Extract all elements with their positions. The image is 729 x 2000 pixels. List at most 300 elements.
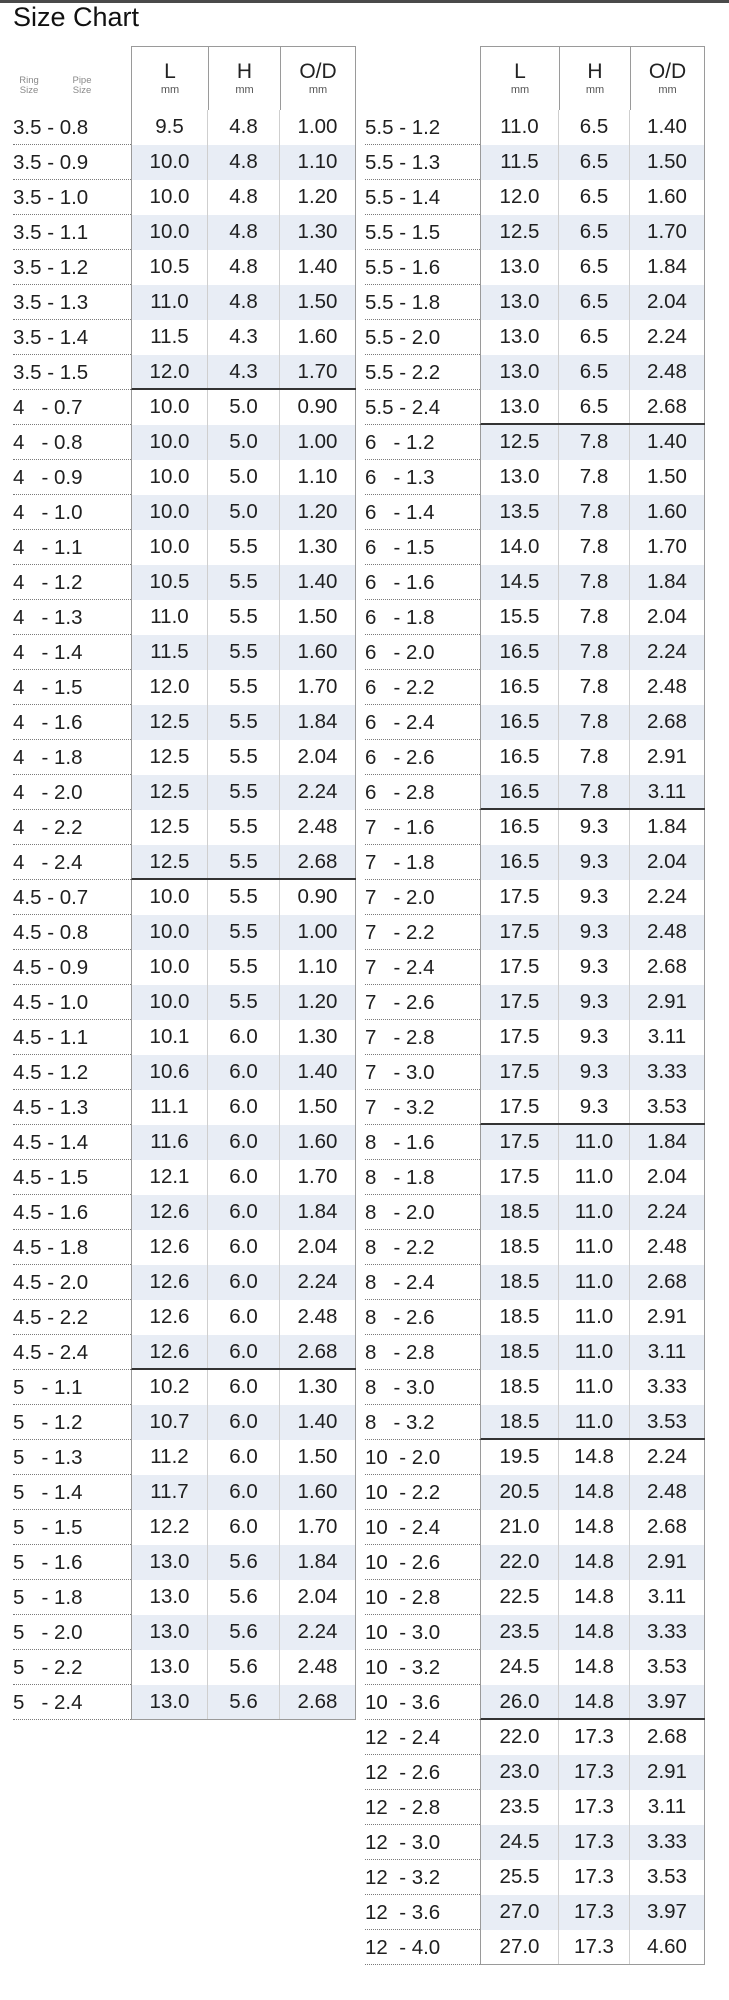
value-cells — [131, 740, 356, 775]
size-label: 5.5 - 1.6 — [365, 250, 480, 285]
header-od-label: O/D — [299, 60, 337, 83]
od-value: 2.48 — [280, 1650, 356, 1685]
od-value: 1.10 — [280, 950, 356, 985]
value-cells — [480, 1790, 705, 1825]
l-value: 12.6 — [132, 1265, 208, 1300]
h-value: 5.5 — [208, 740, 280, 775]
size-label: 5 - 2.2 — [13, 1650, 131, 1685]
value-cells — [480, 880, 705, 915]
h-value: 11.0 — [559, 1335, 630, 1370]
h-value: 4.3 — [208, 355, 280, 388]
value-cells — [131, 565, 356, 600]
table-row — [365, 495, 705, 530]
size-label: 4.5 - 0.9 — [13, 950, 131, 985]
table-body — [365, 110, 705, 1965]
table-row — [13, 775, 356, 810]
od-value: 3.11 — [630, 1020, 705, 1055]
size-label: 3.5 - 1.5 — [13, 355, 131, 390]
size-label: 5 - 1.8 — [13, 1580, 131, 1615]
size-label: 4 - 1.0 — [13, 495, 131, 530]
l-value: 17.5 — [481, 950, 559, 985]
od-value: 1.84 — [280, 1195, 356, 1230]
table-row — [365, 110, 705, 145]
value-cells — [131, 670, 356, 705]
value-cells — [480, 1335, 705, 1370]
l-value: 17.5 — [481, 1020, 559, 1055]
value-cells — [480, 1580, 705, 1615]
header-l-label: L — [164, 60, 176, 83]
table-row — [13, 1300, 356, 1335]
od-value: 2.91 — [630, 1300, 705, 1335]
value-cells — [480, 1090, 705, 1125]
size-label: 12 - 4.0 — [365, 1930, 480, 1965]
od-value: 1.60 — [280, 1125, 356, 1160]
table-row — [13, 1545, 356, 1580]
size-label: 5 - 2.4 — [13, 1685, 131, 1720]
size-label: 12 - 3.6 — [365, 1895, 480, 1930]
table-row — [13, 1510, 356, 1545]
od-value: 3.53 — [630, 1090, 705, 1123]
value-cells — [131, 425, 356, 460]
size-label: 3.5 - 1.2 — [13, 250, 131, 285]
od-value: 2.48 — [630, 1475, 705, 1510]
od-value: 2.04 — [280, 1230, 356, 1265]
od-value: 1.40 — [280, 1405, 356, 1440]
header-od-label: O/D — [648, 60, 687, 83]
od-value: 2.04 — [630, 600, 705, 635]
size-label: 10 - 2.0 — [365, 1440, 480, 1475]
table-row — [365, 180, 705, 215]
size-table-right — [365, 46, 705, 1965]
size-label: 4 - 1.5 — [13, 670, 131, 705]
value-cells — [480, 1475, 705, 1510]
l-value: 13.0 — [132, 1615, 208, 1650]
l-value: 10.5 — [132, 250, 208, 285]
od-value: 2.24 — [280, 1615, 356, 1650]
size-label: 10 - 3.0 — [365, 1615, 480, 1650]
od-value: 1.20 — [280, 985, 356, 1020]
size-label: 4.5 - 2.2 — [13, 1300, 131, 1335]
l-value: 25.5 — [481, 1860, 559, 1895]
h-value: 7.8 — [559, 775, 630, 808]
value-cells — [480, 1860, 705, 1895]
od-value: 0.90 — [280, 390, 356, 425]
value-cells — [480, 950, 705, 985]
h-value: 9.3 — [559, 950, 630, 985]
value-cells — [131, 320, 356, 355]
h-value: 7.8 — [559, 565, 630, 600]
value-cells — [131, 775, 356, 810]
l-value: 17.5 — [481, 880, 559, 915]
value-cells — [131, 1055, 356, 1090]
h-value: 6.0 — [208, 1405, 280, 1440]
header-h-unit: mm — [235, 84, 254, 96]
l-value: 12.6 — [132, 1335, 208, 1368]
header-od — [630, 46, 705, 110]
value-cells — [131, 215, 356, 250]
od-value: 1.40 — [280, 250, 356, 285]
size-label: 5 - 1.6 — [13, 1545, 131, 1580]
value-cells — [480, 460, 705, 495]
table-row — [365, 1300, 705, 1335]
table-row — [365, 1440, 705, 1475]
size-label: 5 - 1.4 — [13, 1475, 131, 1510]
size-label: 5.5 - 2.2 — [365, 355, 480, 390]
od-value: 1.50 — [630, 145, 705, 180]
l-value: 12.5 — [132, 810, 208, 845]
value-cells — [131, 145, 356, 180]
value-cells — [131, 1440, 356, 1475]
header-h-unit: mm — [585, 84, 605, 96]
value-cells — [480, 740, 705, 775]
table-row — [13, 1685, 356, 1720]
h-value: 9.3 — [559, 1055, 630, 1090]
l-value: 10.0 — [132, 460, 208, 495]
l-value: 13.0 — [481, 285, 559, 320]
value-cells — [131, 1335, 356, 1370]
size-label: 8 - 3.0 — [365, 1370, 480, 1405]
size-label: 3.5 - 1.4 — [13, 320, 131, 355]
l-value: 18.5 — [481, 1405, 559, 1438]
od-value: 1.70 — [280, 355, 356, 388]
table-row — [13, 1125, 356, 1160]
table-row — [13, 1440, 356, 1475]
od-value: 2.68 — [630, 1720, 705, 1755]
l-value: 12.5 — [132, 740, 208, 775]
size-label: 5.5 - 2.0 — [365, 320, 480, 355]
size-label: 8 - 2.0 — [365, 1195, 480, 1230]
l-value: 11.0 — [132, 285, 208, 320]
h-value: 5.5 — [208, 705, 280, 740]
value-cells — [131, 810, 356, 845]
od-value: 2.48 — [630, 670, 705, 705]
od-value: 1.50 — [280, 600, 356, 635]
h-value: 9.3 — [559, 1090, 630, 1123]
value-cells — [480, 1300, 705, 1335]
table-row — [365, 740, 705, 775]
ring-size-label: Ring Size — [19, 75, 39, 96]
od-value: 0.90 — [280, 880, 356, 915]
l-value: 16.5 — [481, 775, 559, 808]
l-value: 10.0 — [132, 390, 208, 425]
od-value: 1.70 — [280, 670, 356, 705]
l-value: 12.1 — [132, 1160, 208, 1195]
table-row — [13, 1230, 356, 1265]
size-label: 4.5 - 0.7 — [13, 880, 131, 915]
l-value: 16.5 — [481, 845, 559, 880]
h-value: 5.0 — [208, 425, 280, 460]
od-value: 1.70 — [280, 1510, 356, 1545]
l-value: 13.0 — [481, 320, 559, 355]
h-value: 5.6 — [208, 1685, 280, 1719]
h-value: 11.0 — [559, 1265, 630, 1300]
h-value: 6.0 — [208, 1475, 280, 1510]
od-value: 2.68 — [280, 1685, 356, 1719]
l-value: 10.0 — [132, 180, 208, 215]
od-value: 1.84 — [630, 810, 705, 845]
value-cells — [480, 1685, 705, 1720]
l-value: 13.0 — [132, 1545, 208, 1580]
od-value: 1.10 — [280, 460, 356, 495]
table-row — [365, 705, 705, 740]
size-label: 5 - 2.0 — [13, 1615, 131, 1650]
table-row — [365, 950, 705, 985]
table-body — [13, 110, 356, 1720]
table-row — [365, 1510, 705, 1545]
h-value: 5.6 — [208, 1545, 280, 1580]
header-h-label: H — [236, 60, 253, 83]
h-value: 7.8 — [559, 705, 630, 740]
size-label: 3.5 - 0.8 — [13, 110, 131, 145]
l-value: 23.5 — [481, 1615, 559, 1650]
table-row — [365, 1895, 705, 1930]
table-row — [13, 425, 356, 460]
od-value: 1.84 — [630, 565, 705, 600]
l-value: 17.5 — [481, 1160, 559, 1195]
l-value: 13.0 — [132, 1580, 208, 1615]
h-value: 6.0 — [208, 1195, 280, 1230]
value-cells — [480, 1615, 705, 1650]
table-row — [13, 1055, 356, 1090]
h-value: 5.5 — [208, 530, 280, 565]
size-label: 6 - 1.8 — [365, 600, 480, 635]
od-value: 3.53 — [630, 1650, 705, 1685]
value-cells — [480, 355, 705, 390]
od-value: 2.48 — [630, 355, 705, 390]
od-value: 1.20 — [280, 180, 356, 215]
value-cells — [131, 1405, 356, 1440]
value-cells — [131, 1580, 356, 1615]
h-value: 4.8 — [208, 180, 280, 215]
value-cells — [131, 1370, 356, 1405]
l-value: 16.5 — [481, 670, 559, 705]
od-value: 2.04 — [280, 1580, 356, 1615]
table-row — [365, 600, 705, 635]
header-l-unit: mm — [160, 84, 180, 96]
l-value: 12.0 — [132, 355, 208, 388]
od-value: 2.91 — [630, 1755, 705, 1790]
value-cells — [480, 670, 705, 705]
size-label: 4 - 0.8 — [13, 425, 131, 460]
l-value: 18.5 — [481, 1370, 559, 1405]
size-label: 6 - 2.0 — [365, 635, 480, 670]
table-row — [13, 1615, 356, 1650]
size-label: 5.5 - 1.3 — [365, 145, 480, 180]
table-row — [13, 670, 356, 705]
od-value: 3.11 — [630, 1335, 705, 1370]
table-row — [13, 460, 356, 495]
l-value: 12.5 — [481, 215, 559, 250]
header-h — [208, 46, 280, 110]
l-value: 10.6 — [132, 1055, 208, 1090]
size-label: 6 - 1.3 — [365, 460, 480, 495]
h-value: 5.5 — [208, 635, 280, 670]
table-row — [13, 180, 356, 215]
h-value: 9.3 — [559, 880, 630, 915]
table-row — [13, 1405, 356, 1440]
size-table-left — [13, 46, 356, 1720]
l-value: 16.5 — [481, 635, 559, 670]
l-value: 12.5 — [132, 845, 208, 878]
table-row — [13, 320, 356, 355]
table-row — [365, 460, 705, 495]
l-value: 13.0 — [481, 355, 559, 390]
h-value: 5.5 — [208, 810, 280, 845]
size-label: 4 - 1.6 — [13, 705, 131, 740]
od-value: 1.70 — [630, 530, 705, 565]
h-value: 7.8 — [559, 635, 630, 670]
od-value: 1.60 — [280, 320, 356, 355]
od-value: 2.68 — [280, 1335, 356, 1368]
l-value: 10.0 — [132, 915, 208, 950]
value-cells — [131, 495, 356, 530]
h-value: 4.8 — [208, 250, 280, 285]
value-cells — [131, 950, 356, 985]
od-value: 2.24 — [630, 880, 705, 915]
h-value: 5.5 — [208, 915, 280, 950]
size-label: 8 - 2.4 — [365, 1265, 480, 1300]
size-label: 4 - 1.8 — [13, 740, 131, 775]
h-value: 14.8 — [559, 1650, 630, 1685]
l-value: 12.0 — [132, 670, 208, 705]
value-cells — [131, 705, 356, 740]
table-row — [13, 250, 356, 285]
table-row — [13, 1475, 356, 1510]
l-value: 23.0 — [481, 1755, 559, 1790]
size-label: 10 - 3.6 — [365, 1685, 480, 1720]
value-cells — [480, 1370, 705, 1405]
value-cells — [131, 1230, 356, 1265]
size-label: 4.5 - 1.3 — [13, 1090, 131, 1125]
od-value: 3.33 — [630, 1370, 705, 1405]
od-value: 2.91 — [630, 1545, 705, 1580]
h-value: 14.8 — [559, 1615, 630, 1650]
size-label: 5.5 - 1.5 — [365, 215, 480, 250]
od-value: 1.00 — [280, 915, 356, 950]
size-label: 4.5 - 1.5 — [13, 1160, 131, 1195]
od-value: 2.68 — [280, 845, 356, 878]
header-l-label: L — [514, 60, 526, 83]
size-label: 12 - 2.6 — [365, 1755, 480, 1790]
h-value: 17.3 — [559, 1790, 630, 1825]
size-label: 10 - 2.8 — [365, 1580, 480, 1615]
h-value: 14.8 — [559, 1475, 630, 1510]
size-label: 5.5 - 2.4 — [365, 390, 480, 425]
od-value: 1.70 — [630, 215, 705, 250]
table-row — [365, 145, 705, 180]
h-value: 11.0 — [559, 1125, 630, 1160]
table-row — [365, 670, 705, 705]
table-row — [13, 845, 356, 880]
value-cells — [480, 1160, 705, 1195]
od-value: 2.68 — [630, 1265, 705, 1300]
h-value: 4.8 — [208, 145, 280, 180]
od-value: 2.68 — [630, 705, 705, 740]
h-value: 6.0 — [208, 1510, 280, 1545]
l-value: 11.5 — [132, 635, 208, 670]
l-value: 19.5 — [481, 1440, 559, 1475]
value-cells — [480, 1755, 705, 1790]
table-row — [13, 810, 356, 845]
table-row — [13, 1090, 356, 1125]
value-cells — [131, 530, 356, 565]
l-value: 17.5 — [481, 985, 559, 1020]
h-value: 6.0 — [208, 1440, 280, 1475]
value-cells — [480, 530, 705, 565]
l-value: 11.2 — [132, 1440, 208, 1475]
l-value: 22.0 — [481, 1545, 559, 1580]
h-value: 5.5 — [208, 880, 280, 915]
size-label: 6 - 2.2 — [365, 670, 480, 705]
od-value: 3.53 — [630, 1860, 705, 1895]
table-row — [365, 1475, 705, 1510]
h-value: 9.3 — [559, 1020, 630, 1055]
value-cells — [131, 845, 356, 880]
h-value: 6.0 — [208, 1370, 280, 1405]
table-row — [365, 1755, 705, 1790]
value-cells — [480, 1545, 705, 1580]
value-cells — [480, 215, 705, 250]
h-value: 6.5 — [559, 250, 630, 285]
value-cells — [131, 880, 356, 915]
od-value: 3.97 — [630, 1685, 705, 1718]
value-cells — [480, 600, 705, 635]
size-label: 7 - 1.6 — [365, 810, 480, 845]
value-cells — [480, 635, 705, 670]
od-value: 2.24 — [280, 1265, 356, 1300]
h-value: 11.0 — [559, 1230, 630, 1265]
size-label: 8 - 1.6 — [365, 1125, 480, 1160]
size-label: 6 - 1.2 — [365, 425, 480, 460]
od-value: 2.04 — [280, 740, 356, 775]
l-value: 12.6 — [132, 1195, 208, 1230]
size-label: 7 - 3.2 — [365, 1090, 480, 1125]
h-value: 6.0 — [208, 1230, 280, 1265]
table-row — [365, 390, 705, 425]
h-value: 6.5 — [559, 145, 630, 180]
table-row — [13, 1650, 356, 1685]
size-label: 4 - 1.4 — [13, 635, 131, 670]
size-label: 3.5 - 1.0 — [13, 180, 131, 215]
od-value: 1.70 — [280, 1160, 356, 1195]
header-h-label: H — [587, 60, 603, 83]
table-row — [13, 215, 356, 250]
od-value: 1.40 — [630, 110, 705, 145]
l-value: 17.5 — [481, 915, 559, 950]
size-label: 7 - 1.8 — [365, 845, 480, 880]
value-cells — [480, 1230, 705, 1265]
od-value: 1.50 — [280, 1440, 356, 1475]
od-value: 2.04 — [630, 1160, 705, 1195]
pipe-size-label: Pipe Size — [72, 75, 92, 96]
size-label: 5 - 1.2 — [13, 1405, 131, 1440]
h-value: 7.8 — [559, 460, 630, 495]
value-cells — [480, 1405, 705, 1440]
h-value: 17.3 — [559, 1755, 630, 1790]
table-row — [13, 1020, 356, 1055]
value-cells — [131, 600, 356, 635]
table-row — [365, 425, 705, 460]
l-value: 10.0 — [132, 530, 208, 565]
h-value: 17.3 — [559, 1720, 630, 1755]
table-row — [365, 1230, 705, 1265]
h-value: 6.5 — [559, 110, 630, 145]
size-label: 6 - 1.5 — [365, 530, 480, 565]
od-value: 2.24 — [280, 775, 356, 810]
l-value: 10.0 — [132, 425, 208, 460]
size-label: 4 - 1.2 — [13, 565, 131, 600]
od-value: 2.68 — [630, 1510, 705, 1545]
